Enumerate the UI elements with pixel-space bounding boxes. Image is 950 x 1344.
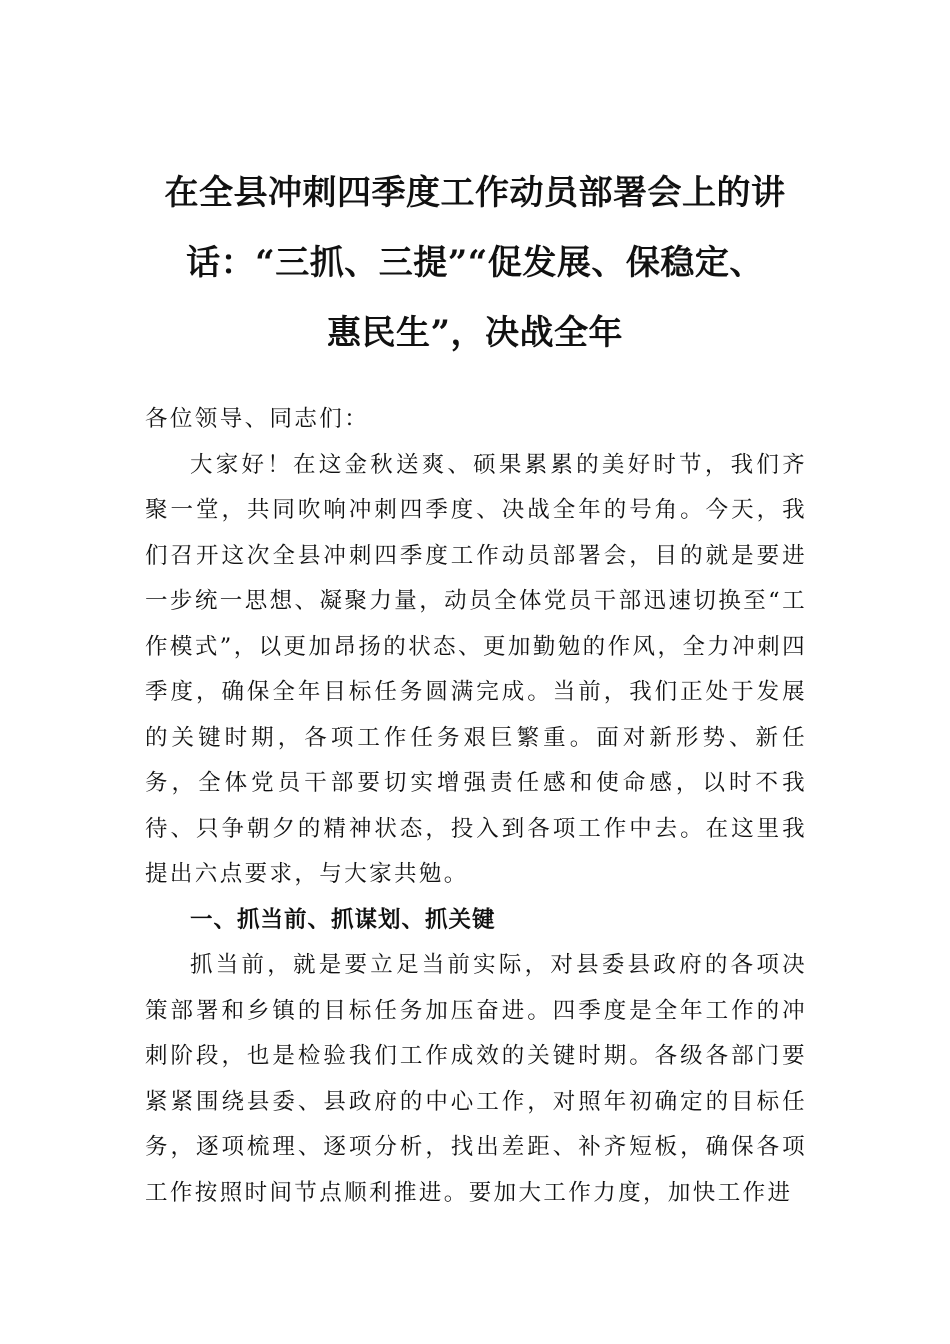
- section-heading: 一、抓当前、抓谋划、抓关键: [190, 906, 496, 933]
- section-paragraph: 抓当前，就是要立足当前实际，对县委县政府的各项决策部署和乡镇的目标任务加压奋进。四季度是全年工作的冲刺阶段，也是检验我们工作成效的关键时期。各级各部门要紧紧围绕县委、县政府的中心工作，对照年初确定的目标任务，逐项梳理、逐项分析，找出差距、补齐短板，确保各项工作按照时间节点顺利推进。要加大工作力度，加快工作进: [145, 952, 807, 1206]
- document-body: [145, 397, 807, 1216]
- title-line-3: 惠民生”，决战全年: [326, 313, 624, 353]
- title-line-1: 在全县冲刺四季度工作动员部署会上的讲: [164, 173, 786, 213]
- salutation: 各位领导、同志们：: [145, 406, 370, 432]
- opening-paragraph: 大家好！在这金秋送爽、硕果累累的美好时节，我们齐聚一堂，共同吹响冲刺四季度、决战全年的号角。今天，我们召开这次全县冲刺四季度工作动员部署会，目的就是要进一步统一思想、凝聚力量，动员全体党员干部迅速切换至“工作模式”，以更加昂扬的状态、更加勤勉的作风，全力冲刺四季度，确保全年目标任务圆满完成。当前，我们正处于发展的关键时期，各项工作任务艰巨繁重。面对新形势、新任务，全体党员干部要切实增强责任感和使命感，以时不我待、只争朝夕的精神状态，投入到各项工作中去。在这里我提出六点要求，与大家共勉。: [145, 451, 807, 887]
- document-title: [145, 158, 805, 368]
- title-line-2: 话：“三抓、三提”“促发展、保稳定、: [186, 243, 764, 283]
